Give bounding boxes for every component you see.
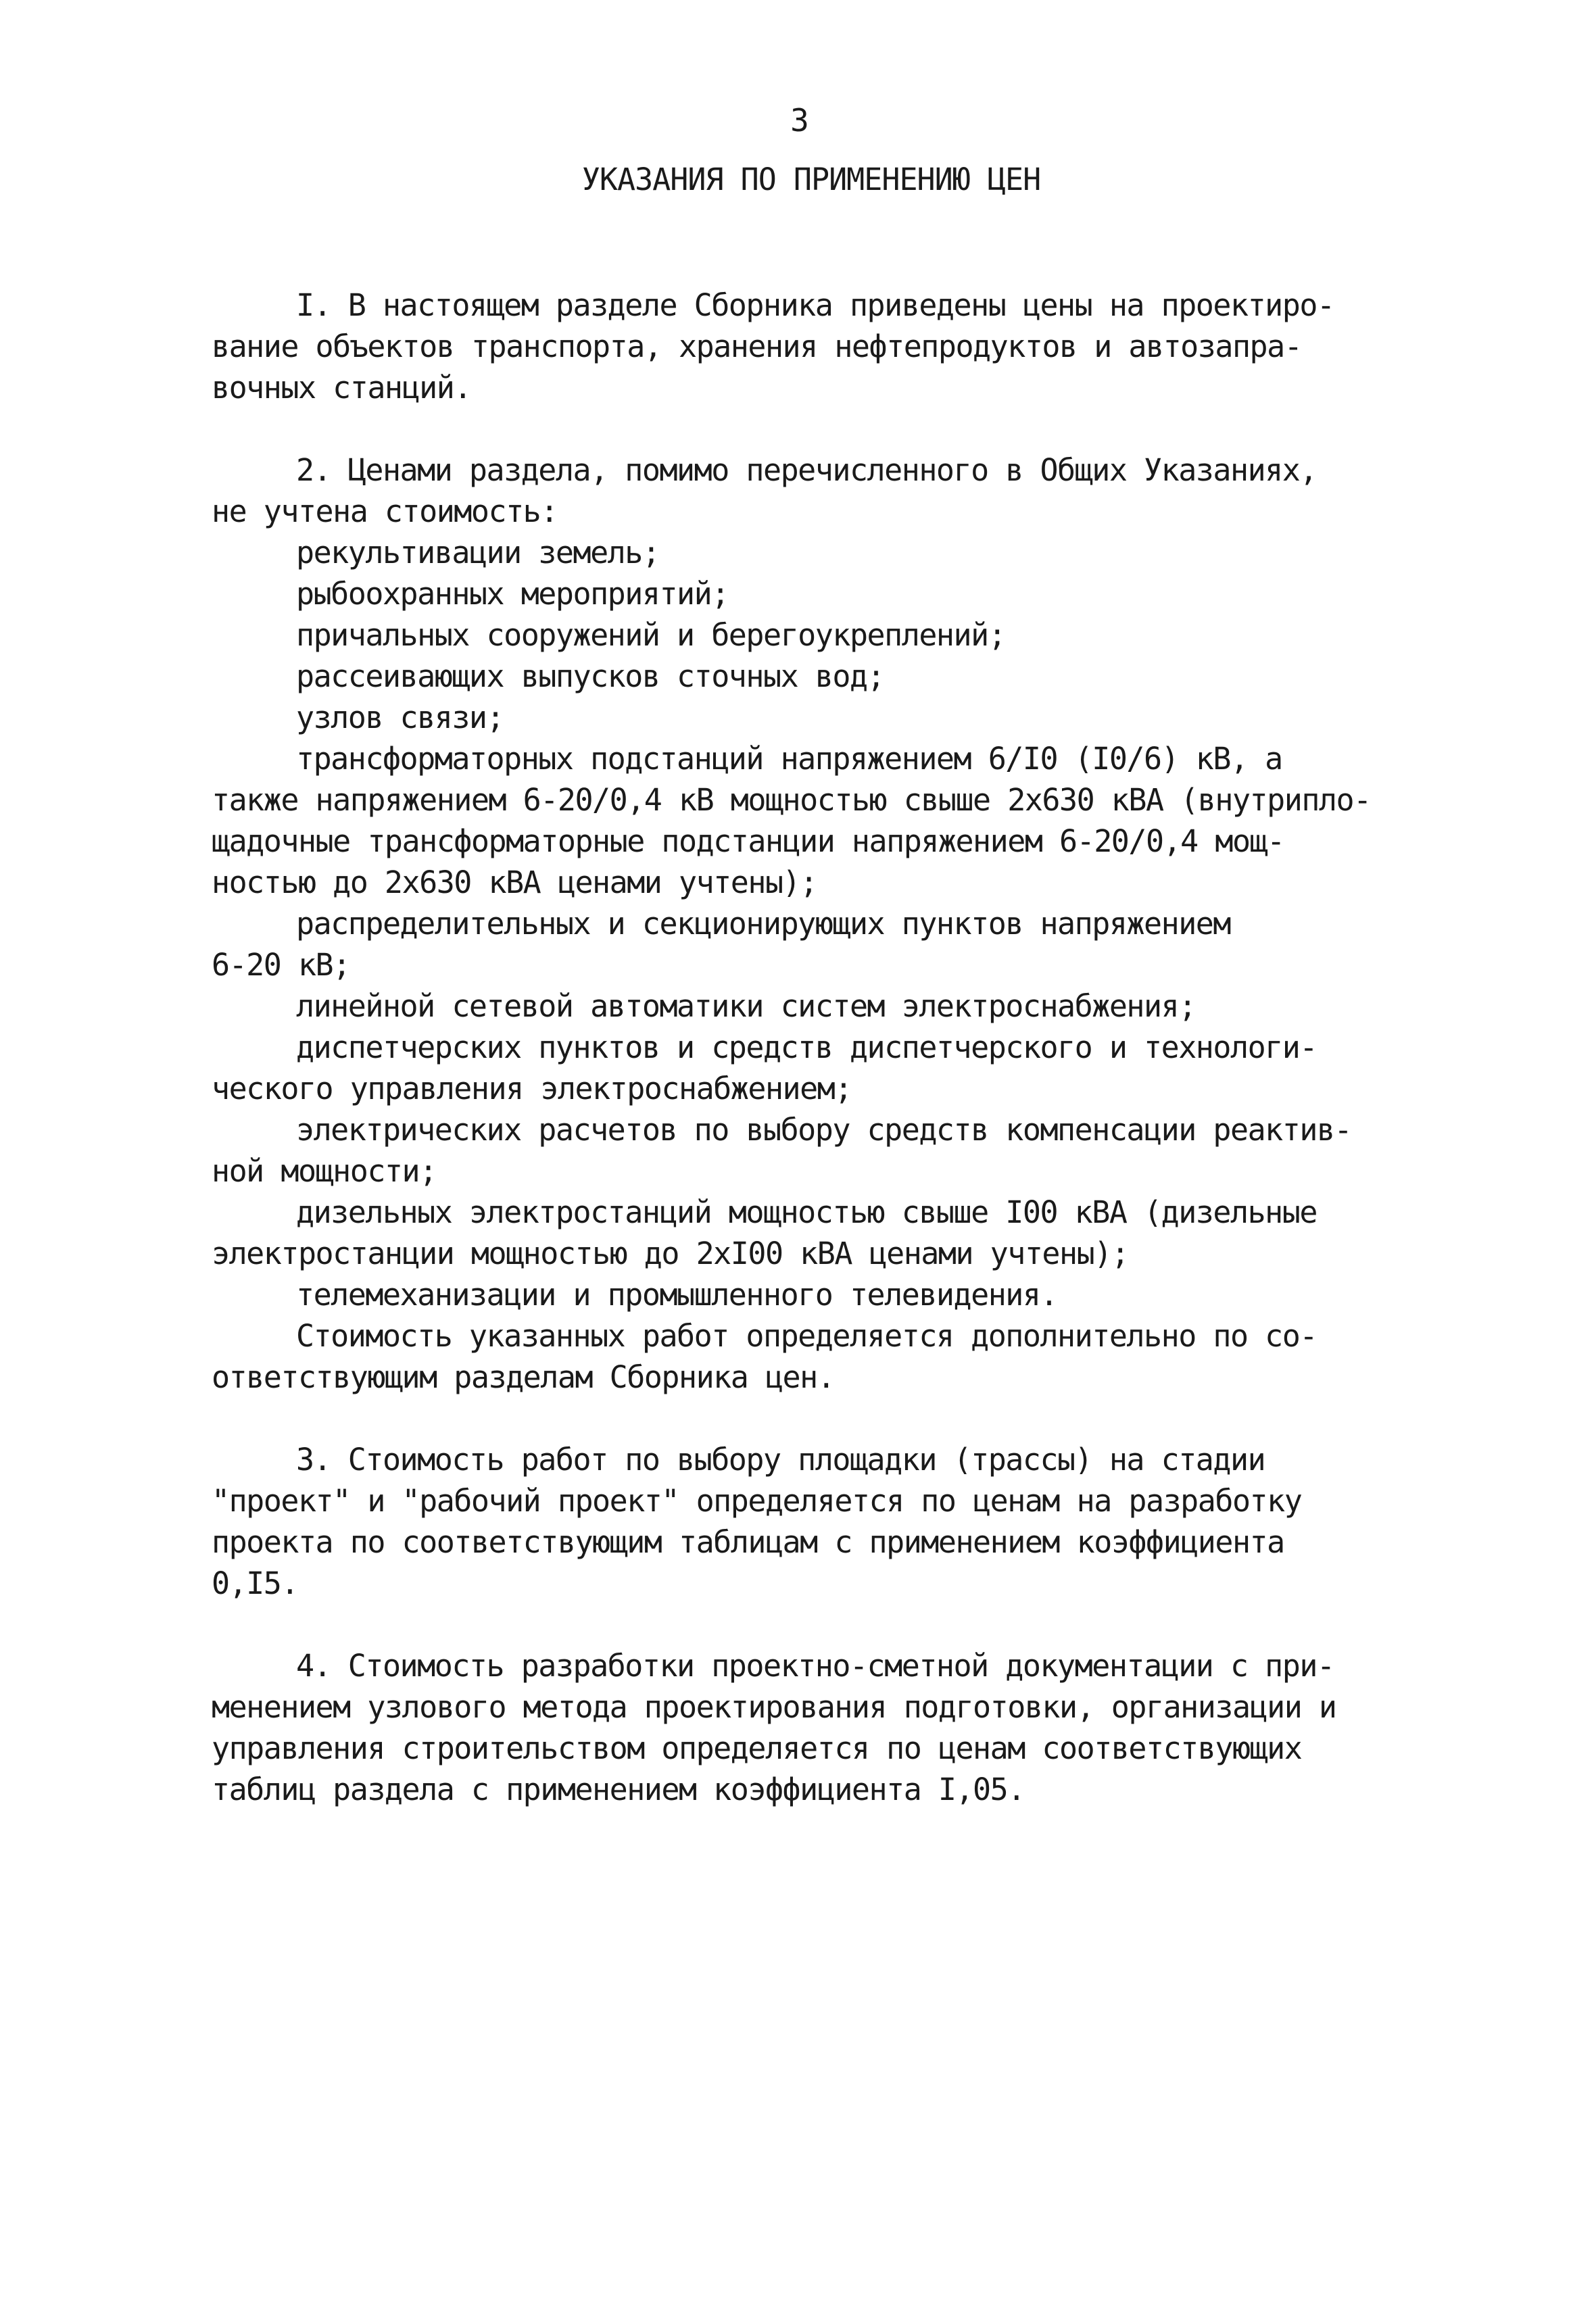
text-line: телемеханизации и промышленного телевидения. (296, 1277, 1058, 1313)
text-line: проекта по соответствующим таблицам с применением коэффициента (212, 1524, 1284, 1560)
text-line: не учтена стоимость: (212, 493, 558, 529)
text-line: электростанции мощностью до 2хI00 кВА ценами учтены); (212, 1236, 1129, 1271)
text-line: узлов связи; (296, 700, 504, 735)
text-line: 0,I5. (212, 1565, 298, 1601)
document-body (212, 285, 1428, 1810)
paragraph-1 (212, 285, 1428, 408)
text-line: рекультивации земель; (296, 535, 660, 570)
text-line: "проект" и "рабочий проект" определяется по ценам на разработку (212, 1483, 1302, 1519)
text-line: рыбоохранных мероприятий; (296, 576, 729, 612)
text-line: менением узлового метода проектирования подготовки, организации и (212, 1689, 1336, 1725)
text-line: Стоимость указанных работ определяется дополнительно по со- (296, 1318, 1317, 1354)
paragraph-4 (212, 1645, 1428, 1810)
text-line: причальных сооружений и берегоукреплений; (296, 617, 1006, 653)
page-title: УКАЗАНИЯ ПО ПРИМЕНЕНИЮ ЦЕН (581, 162, 1041, 197)
text-line: рассеивающих выпусков сточных вод; (296, 658, 885, 694)
paragraph-gap (212, 1604, 1428, 1645)
paragraph-2 (212, 449, 1428, 1398)
text-line: вочных станций. (212, 370, 471, 406)
text-line: управления строительством определяется по ценам соответствующих (212, 1730, 1302, 1766)
paragraph-gap (212, 1398, 1428, 1439)
text-line: 6-20 кВ; (212, 947, 350, 983)
text-line: трансформаторных подстанций напряжением 6/I0 (I0/6) кВ, а (296, 741, 1282, 777)
text-line: щадочные трансформаторные подстанции напряжением 6-20/0,4 мощ- (212, 823, 1284, 859)
text-line: I. В настоящем разделе Сборника приведены цены на проектиро- (296, 287, 1334, 323)
text-line: ной мощности; (212, 1153, 437, 1189)
text-line: распределительных и секционирующих пунктов напряжением (296, 906, 1230, 942)
text-line: таблиц раздела с применением коэффициента I,05. (212, 1772, 1025, 1807)
text-line: электрических расчетов по выбору средств компенсации реактив- (296, 1112, 1352, 1148)
text-line: 3. Стоимость работ по выбору площадки (трассы) на стадии (296, 1442, 1265, 1478)
text-line: дизельных электростанций мощностью свыше I00 кВА (дизельные (296, 1194, 1317, 1230)
text-line: ностью до 2х630 кВА ценами учтены); (212, 864, 817, 900)
text-line: также напряжением 6-20/0,4 кВ мощностью свыше 2х630 кВА (внутрипло- (212, 782, 1371, 818)
text-line: ческого управления электроснабжением; (212, 1071, 852, 1106)
paragraph-3 (212, 1439, 1428, 1604)
text-line: 2. Ценами раздела, помимо перечисленного в Общих Указаниях, (296, 452, 1317, 488)
paragraph-gap (212, 408, 1428, 449)
text-line: ответствующим разделам Сборника цен. (212, 1359, 835, 1395)
text-line: диспетчерских пунктов и средств диспетчерского и технологи- (296, 1029, 1317, 1065)
page-number: 3 (790, 102, 809, 139)
text-line: вание объектов транспорта, хранения нефтепродуктов и автозапра- (212, 328, 1302, 364)
text-line: линейной сетевой автоматики систем электроснабжения; (296, 988, 1196, 1024)
text-line: 4. Стоимость разработки проектно-сметной документации с при- (296, 1648, 1334, 1684)
